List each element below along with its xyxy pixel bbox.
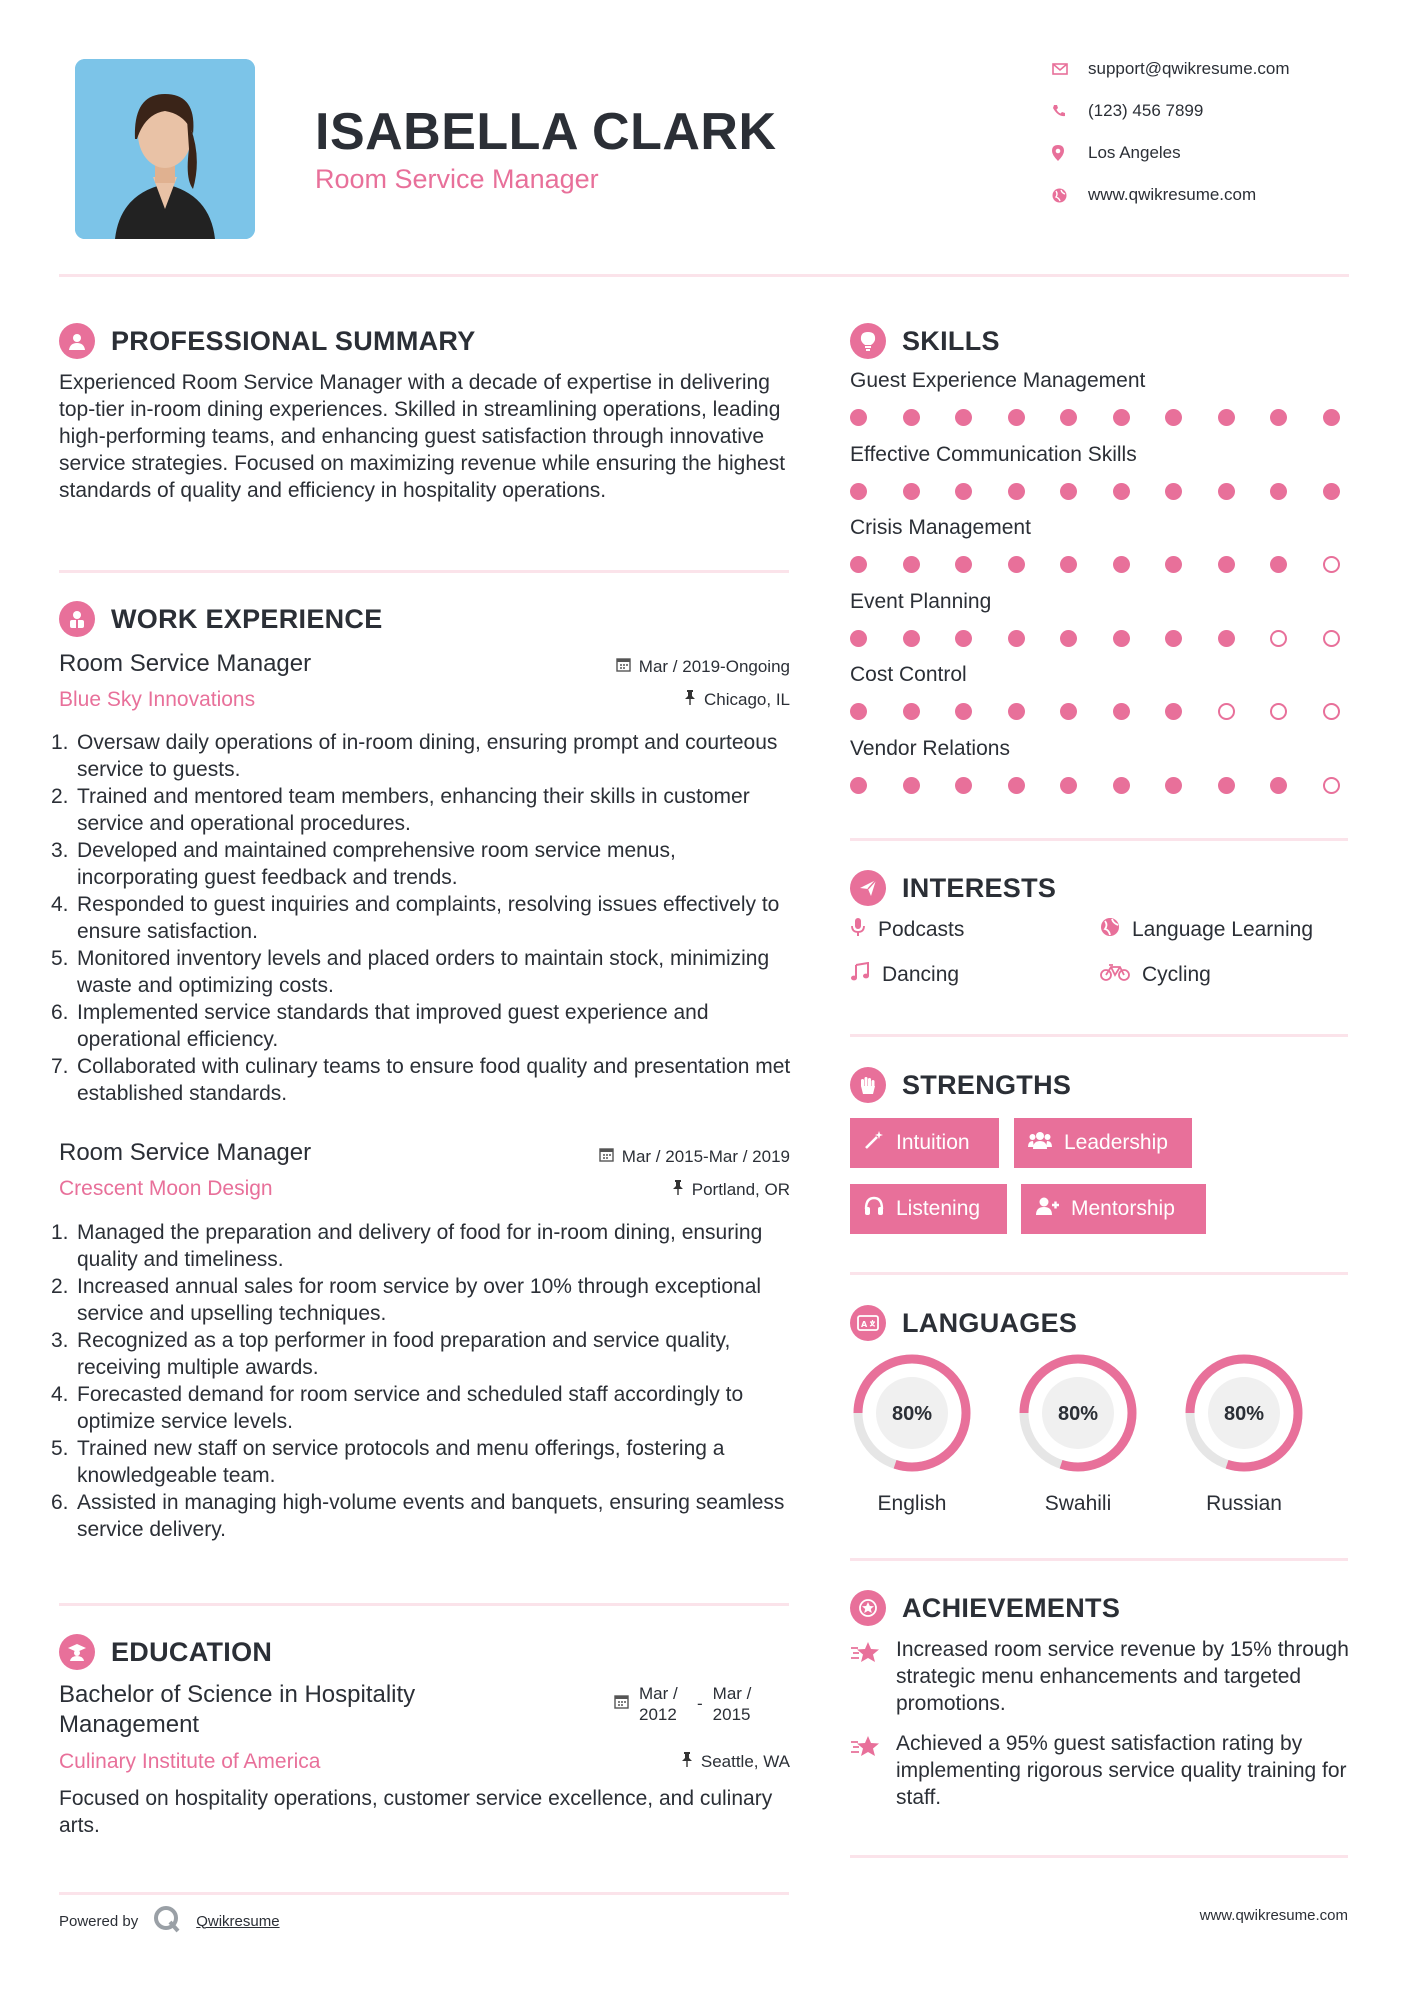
rating-dot-filled xyxy=(955,703,972,720)
achievements-divider xyxy=(850,1855,1348,1858)
rating-dot-filled xyxy=(1218,556,1235,573)
rating-dot-filled xyxy=(1113,630,1130,647)
rating-dot-filled xyxy=(1060,777,1077,794)
globe-icon xyxy=(1100,917,1120,943)
skill-row xyxy=(850,663,1350,737)
rating-dot-filled xyxy=(955,483,972,500)
rating-dot-filled xyxy=(903,630,920,647)
medal-icon xyxy=(850,1590,886,1626)
rating-dot-filled xyxy=(1060,630,1077,647)
skill-name: Effective Communication Skills xyxy=(850,442,1137,466)
skill-rating xyxy=(850,777,1340,794)
rating-dot-filled xyxy=(1113,483,1130,500)
education-location xyxy=(681,1752,790,1772)
interest-item xyxy=(850,917,964,943)
education-date-start: Mar / 2012 xyxy=(639,1684,678,1724)
rating-dot-filled xyxy=(1008,556,1025,573)
language-item xyxy=(1182,1351,1306,1516)
interests-divider xyxy=(850,1034,1348,1037)
rating-dot-filled xyxy=(1270,556,1287,573)
rating-dot-filled xyxy=(903,483,920,500)
rating-dot-filled xyxy=(850,777,867,794)
job-location xyxy=(672,1180,790,1200)
achievement-item xyxy=(850,1636,1350,1717)
rating-dot-filled xyxy=(1060,409,1077,426)
contact-email[interactable] xyxy=(1050,54,1370,84)
experience-title: WORK EXPERIENCE xyxy=(111,603,383,634)
calendar-icon xyxy=(616,657,631,677)
achievement-text: Increased room service revenue by 15% through strategic menu enhancements and targeted promotions. xyxy=(896,1638,1349,1715)
envelope-icon xyxy=(1050,63,1088,75)
rating-dot-filled xyxy=(1165,777,1182,794)
interests-title: INTERESTS xyxy=(902,872,1057,903)
rating-dot-filled xyxy=(903,703,920,720)
rating-dot-filled xyxy=(903,409,920,426)
rating-dot-empty xyxy=(1323,630,1340,647)
qwikresume-logo-icon xyxy=(152,1904,182,1938)
language-item xyxy=(1016,1351,1140,1516)
rating-dot-filled xyxy=(903,777,920,794)
rating-dot-filled xyxy=(1218,409,1235,426)
interest-item xyxy=(1100,962,1211,988)
magic-wand-icon xyxy=(864,1130,884,1156)
contact-website-text: www.qwikresume.com xyxy=(1088,185,1257,204)
degree-title: Bachelor of Science in Hospitality Management xyxy=(59,1681,416,1738)
rating-dot-filled xyxy=(850,556,867,573)
contact-location xyxy=(1050,138,1370,168)
job-date-text: Mar / 2015-Mar / 2019 xyxy=(621,1147,790,1166)
language-percent: 80% xyxy=(891,1403,933,1425)
contact-email-text: support@qwikresume.com xyxy=(1088,59,1290,78)
skill-rating xyxy=(850,409,1340,426)
rating-dot-filled xyxy=(1165,483,1182,500)
rating-dot-filled xyxy=(1060,483,1077,500)
job-duties xyxy=(51,729,794,1107)
strength-chip xyxy=(1021,1184,1206,1234)
user-plus-icon xyxy=(1035,1196,1059,1222)
job-title: Room Service Manager xyxy=(59,650,312,677)
experience-divider xyxy=(59,1603,789,1606)
rating-dot-empty xyxy=(1270,703,1287,720)
footer-powered xyxy=(59,1904,280,1938)
strength-label: Leadership xyxy=(1064,1131,1168,1154)
rating-dot-filled xyxy=(1323,483,1340,500)
users-icon xyxy=(1028,1130,1052,1156)
education-date xyxy=(614,1683,761,1725)
rating-dot-filled xyxy=(955,777,972,794)
rating-dot-filled xyxy=(955,409,972,426)
interest-label: Dancing xyxy=(882,963,960,986)
achievements-heading xyxy=(850,1590,1120,1626)
rating-dot-filled xyxy=(1323,409,1340,426)
interest-item xyxy=(850,962,959,988)
microphone-icon xyxy=(850,917,866,943)
education-date-end: Mar / 2015 xyxy=(712,1684,752,1724)
list-item: 2. Increased annual sales for room service by over 10% through exceptional service and upselling techniques. xyxy=(51,1275,762,1325)
skill-row xyxy=(850,516,1350,590)
contact-location-text: Los Angeles xyxy=(1088,143,1181,162)
pushpin-icon xyxy=(684,690,696,710)
list-item: 1. Managed the preparation and delivery of food for in-room dining, ensuring quality and timeliness. xyxy=(51,1221,763,1271)
language-name: English xyxy=(877,1492,947,1515)
globe-icon xyxy=(1050,188,1088,203)
svg-text:A: A xyxy=(861,1320,868,1329)
strengths-title: STRENGTHS xyxy=(902,1069,1072,1100)
rating-dot-filled xyxy=(1218,777,1235,794)
achievement-item xyxy=(850,1730,1350,1811)
interest-label: Language Learning xyxy=(1132,918,1314,941)
skill-row xyxy=(850,590,1350,664)
footer-url[interactable]: www.qwikresume.com xyxy=(1199,1907,1348,1924)
list-item: 5. Trained new staff on service protocols and menu offerings, fostering a knowledgeable team. xyxy=(51,1437,725,1487)
rating-dot-filled xyxy=(1218,630,1235,647)
job-date-text: Mar / 2019-Ongoing xyxy=(638,657,790,676)
interests-heading xyxy=(850,870,1056,906)
rating-dot-filled xyxy=(1008,483,1025,500)
summary-heading xyxy=(59,323,476,359)
job-date xyxy=(616,657,790,677)
job-duties xyxy=(51,1219,799,1543)
rating-dot-filled xyxy=(1008,703,1025,720)
language-item xyxy=(850,1351,974,1516)
rating-dot-empty xyxy=(1323,556,1340,573)
rating-dot-filled xyxy=(1008,409,1025,426)
lightbulb-icon xyxy=(850,323,886,359)
star-icon xyxy=(850,1640,882,1717)
summary-text: Experienced Room Service Manager with a decade of expertise in delivering top-tier in-room dining experiences. Skilled in streamlining operations, leading high-performing teams, and enhancing guest satisfaction through innovative service strategies. Focused on maximizing revenue while ensuring the highest standards of quality and efficiency in hospitality operations. xyxy=(59,371,786,502)
summary-title: PROFESSIONAL SUMMARY xyxy=(111,325,476,356)
rating-dot-filled xyxy=(1165,409,1182,426)
rating-dot-filled xyxy=(955,630,972,647)
skill-name: Crisis Management xyxy=(850,516,1031,539)
list-item: 2. Trained and mentored team members, enhancing their skills in customer service and operational procedures. xyxy=(51,785,750,835)
rating-dot-filled xyxy=(1270,777,1287,794)
rating-dot-filled xyxy=(1008,777,1025,794)
rating-dot-filled xyxy=(1270,409,1287,426)
list-item: 4. Forecasted demand for room service and scheduled staff accordingly to optimize service levels. xyxy=(51,1383,744,1433)
job-location-text: Chicago, IL xyxy=(704,690,790,709)
strength-label: Intuition xyxy=(896,1131,970,1154)
powered-by-label: Powered by xyxy=(59,1912,139,1930)
strength-label: Mentorship xyxy=(1071,1197,1175,1220)
location-pin-icon xyxy=(1050,145,1088,161)
contact-website[interactable] xyxy=(1050,180,1370,210)
interest-label: Cycling xyxy=(1142,963,1211,986)
list-item: 4. Responded to guest inquiries and complaints, resolving issues effectively to ensure satisfaction. xyxy=(51,893,780,943)
education-location-text: Seattle, WA xyxy=(700,1752,790,1771)
contact-phone-text: (123) 456 7899 xyxy=(1088,101,1204,120)
job-location-text: Portland, OR xyxy=(691,1180,790,1199)
languages-divider xyxy=(850,1558,1348,1561)
skills-title: SKILLS xyxy=(902,325,1000,356)
languages-heading xyxy=(850,1305,1077,1341)
rating-dot-filled xyxy=(850,483,867,500)
candidate-role: Room Service Manager xyxy=(315,164,599,194)
skill-name: Vendor Relations xyxy=(850,736,1010,760)
skill-rating xyxy=(850,556,1340,573)
list-item: 6. Implemented service standards that improved guest experience and operational efficiency. xyxy=(51,1001,709,1051)
education-date-separator: - xyxy=(697,1694,703,1713)
languages-title: LANGUAGES xyxy=(902,1307,1078,1338)
rating-dot-filled xyxy=(903,556,920,573)
skills-heading xyxy=(850,323,1000,359)
interest-label: Podcasts xyxy=(878,918,965,941)
briefcase-icon xyxy=(59,601,95,637)
rating-dot-filled xyxy=(1008,630,1025,647)
summary-divider xyxy=(59,570,789,573)
list-item: 3. Developed and maintained comprehensive room service menus, incorporating guest feedback and trends. xyxy=(51,839,676,889)
job-title: Room Service Manager xyxy=(59,1139,312,1166)
education-text: Focused on hospitality operations, customer service excellence, and culinary arts. xyxy=(59,1787,773,1837)
job-company: Crescent Moon Design xyxy=(59,1177,273,1200)
headphones-icon xyxy=(864,1196,884,1222)
strengths-divider xyxy=(850,1272,1348,1275)
rating-dot-filled xyxy=(1113,777,1130,794)
rating-dot-filled xyxy=(1060,556,1077,573)
rating-dot-filled xyxy=(1270,483,1287,500)
school-name: Culinary Institute of America xyxy=(59,1750,321,1773)
skill-rating xyxy=(850,703,1340,720)
rating-dot-filled xyxy=(1165,556,1182,573)
list-item: 7. Collaborated with culinary teams to ensure food quality and presentation met established standards. xyxy=(51,1055,791,1105)
job-date xyxy=(599,1147,790,1167)
language-icon xyxy=(850,1305,886,1341)
star-icon xyxy=(850,1734,882,1811)
header-divider xyxy=(59,274,1349,277)
user-icon xyxy=(59,323,95,359)
interest-item xyxy=(1100,917,1313,943)
rating-dot-filled xyxy=(1113,703,1130,720)
contact-phone[interactable] xyxy=(1050,96,1370,126)
strength-chip xyxy=(1014,1118,1192,1168)
strength-chip xyxy=(850,1184,1007,1234)
rating-dot-filled xyxy=(850,409,867,426)
skill-name: Event Planning xyxy=(850,589,992,613)
skill-row xyxy=(850,737,1350,811)
language-percent: 80% xyxy=(1057,1403,1099,1425)
rating-dot-filled xyxy=(1113,409,1130,426)
music-note-icon xyxy=(850,962,870,988)
language-ring xyxy=(1182,1351,1306,1475)
rating-dot-filled xyxy=(1113,556,1130,573)
experience-heading xyxy=(59,601,383,637)
profile-photo xyxy=(75,59,255,239)
rating-dot-filled xyxy=(850,703,867,720)
fist-icon xyxy=(850,1067,886,1103)
pushpin-icon xyxy=(672,1180,684,1200)
skill-row xyxy=(850,369,1350,443)
rating-dot-filled xyxy=(850,630,867,647)
list-item: 3. Recognized as a top performer in food preparation and service quality, receiving multiple awards. xyxy=(51,1329,731,1379)
list-item: 1. Oversaw daily operations of in-room dining, ensuring prompt and courteous service to guests. xyxy=(51,731,778,781)
strength-chip xyxy=(850,1118,999,1168)
education-title: EDUCATION xyxy=(111,1636,273,1667)
skill-rating xyxy=(850,630,1340,647)
job-location xyxy=(684,690,790,710)
rating-dot-filled xyxy=(1165,630,1182,647)
bicycle-icon xyxy=(1100,962,1130,988)
rating-dot-filled xyxy=(1165,703,1182,720)
language-name: Russian xyxy=(1206,1492,1282,1515)
calendar-icon xyxy=(614,1693,629,1725)
paper-plane-icon xyxy=(850,870,886,906)
rating-dot-filled xyxy=(1060,703,1077,720)
graduate-icon xyxy=(59,1634,95,1670)
skills-divider xyxy=(850,838,1348,841)
skill-name: Cost Control xyxy=(850,663,967,686)
achievement-text: Achieved a 95% guest satisfaction rating by implementing rigorous service quality training for staff. xyxy=(896,1732,1347,1809)
skills-list xyxy=(850,369,1350,810)
education-heading xyxy=(59,1634,272,1670)
language-percent: 80% xyxy=(1223,1403,1265,1425)
candidate-name: ISABELLA CLARK xyxy=(315,103,777,161)
strength-label: Listening xyxy=(896,1197,981,1220)
skill-row xyxy=(850,443,1350,517)
rating-dot-empty xyxy=(1218,703,1235,720)
rating-dot-empty xyxy=(1323,777,1340,794)
list-item: 5. Monitored inventory levels and placed orders to maintain stock, minimizing waste and optimizing costs. xyxy=(51,947,770,997)
language-ring xyxy=(1016,1351,1140,1475)
phone-icon xyxy=(1050,104,1088,118)
language-ring xyxy=(850,1351,974,1475)
strengths-heading xyxy=(850,1067,1071,1103)
rating-dot-filled xyxy=(1218,483,1235,500)
skill-name: Guest Experience Management xyxy=(850,369,1146,392)
language-name: Swahili xyxy=(1044,1492,1112,1515)
education-divider xyxy=(59,1892,789,1895)
rating-dot-filled xyxy=(955,556,972,573)
calendar-icon xyxy=(599,1147,614,1167)
rating-dot-empty xyxy=(1270,630,1287,647)
pushpin-icon xyxy=(681,1752,693,1772)
achievements-title: ACHIEVEMENTS xyxy=(902,1592,1121,1623)
skill-rating xyxy=(850,483,1340,500)
rating-dot-empty xyxy=(1323,703,1340,720)
job-company: Blue Sky Innovations xyxy=(59,688,256,711)
list-item: 6. Assisted in managing high-volume events and banquets, ensuring seamless service delivery. xyxy=(51,1491,785,1541)
brand-link[interactable]: Qwikresume xyxy=(196,1912,280,1930)
